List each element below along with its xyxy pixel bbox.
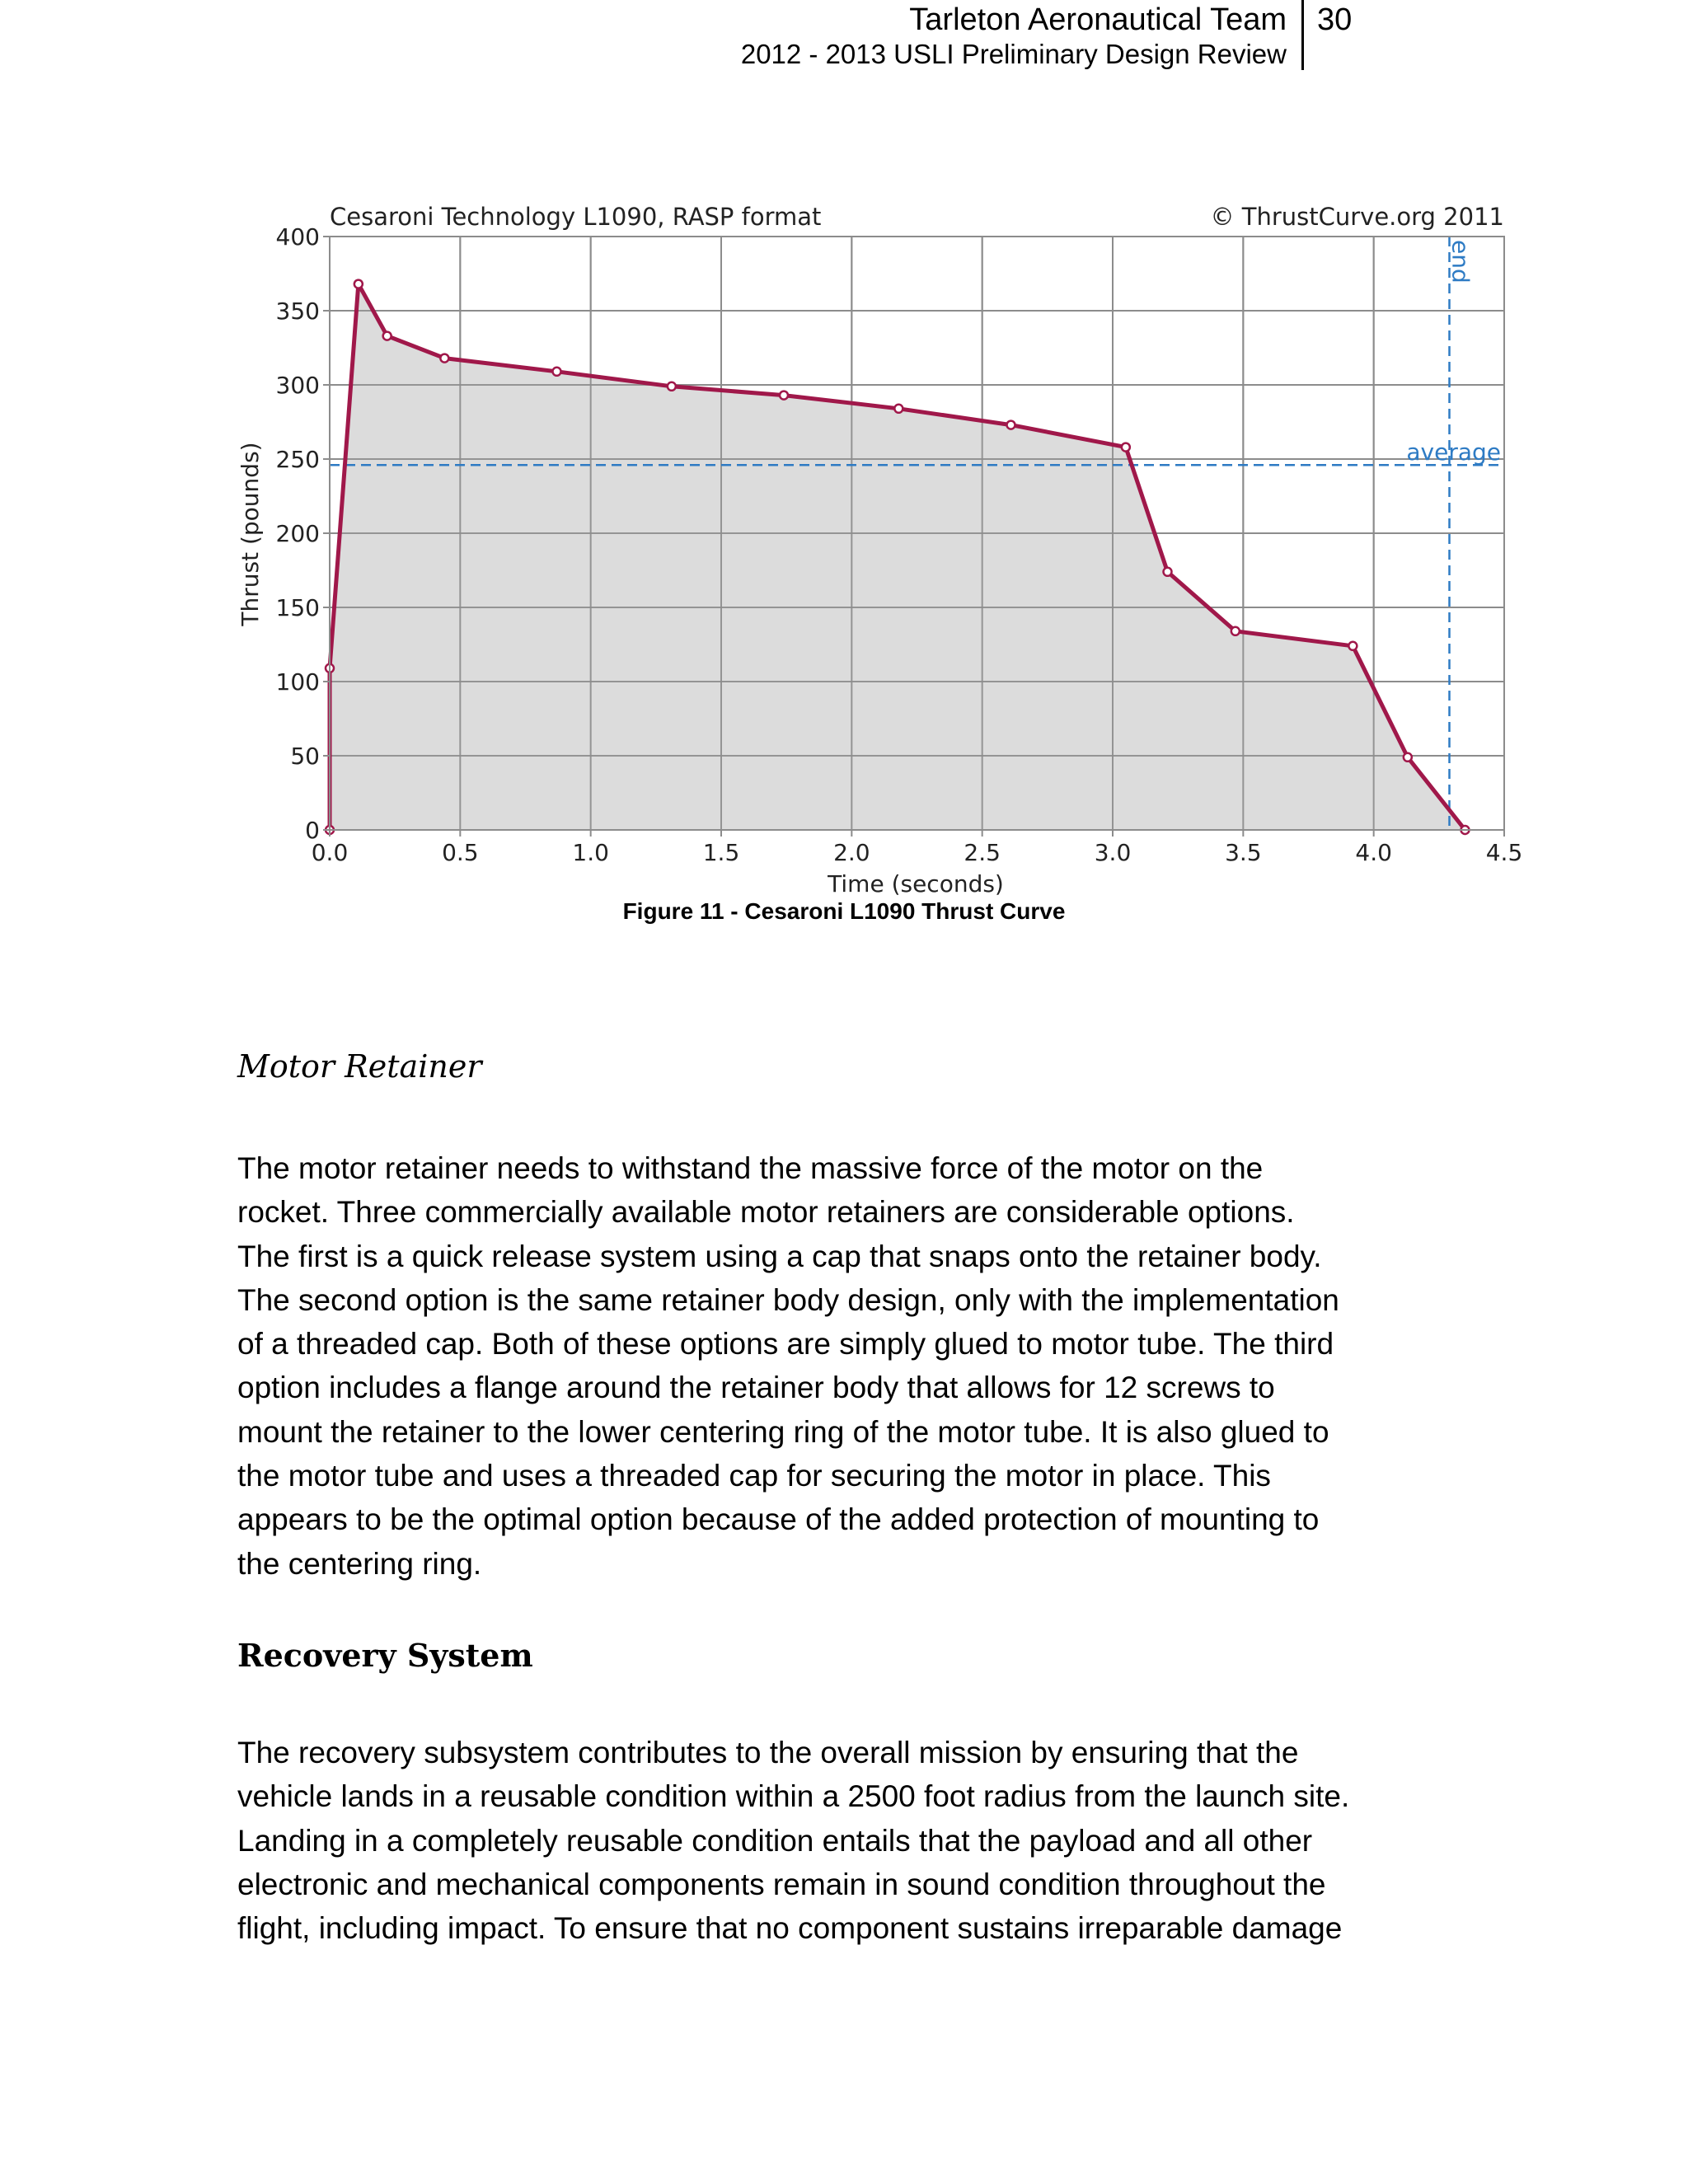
y-tick-label: 300	[275, 372, 320, 399]
average-label: average	[1406, 438, 1501, 466]
y-tick-label: 400	[275, 223, 320, 251]
thrust-data-point	[1164, 568, 1172, 576]
motor-retainer-line: the centering ring.	[237, 1546, 482, 1581]
motor-retainer-paragraph	[237, 1146, 1457, 1586]
motor-retainer-heading: Motor Retainer	[237, 1048, 482, 1085]
thrust-data-point	[553, 368, 561, 376]
x-tick-label: 2.5	[964, 839, 1001, 866]
motor-retainer-line: of a threaded cap. Both of these options are simply glued to motor tube. The third	[237, 1327, 1334, 1361]
x-tick-label: 2.0	[833, 839, 870, 866]
page-header	[742, 0, 1371, 70]
motor-retainer-line: rocket. Three commercially available motor retainers are considerable options.	[237, 1195, 1295, 1230]
y-tick-label: 50	[290, 743, 320, 770]
motor-retainer-line: mount the retainer to the lower centering ring of the motor tube. It is also glued to	[237, 1414, 1329, 1449]
page-number: 30	[1317, 2, 1353, 37]
thrust-curve-chart	[231, 198, 1533, 940]
recovery-system-paragraph	[237, 1731, 1457, 1950]
motor-retainer-line: The first is a quick release system using a cap that snaps onto the retainer body.	[237, 1239, 1322, 1273]
header-divider	[1301, 0, 1304, 70]
y-tick-label: 250	[275, 446, 320, 473]
recovery-system-line: Landing in a completely reusable condition entails that the payload and all other	[237, 1823, 1313, 1858]
chart-title: Cesaroni Technology L1090, RASP format	[330, 203, 822, 231]
x-tick-label: 0.5	[442, 839, 479, 866]
thrust-data-point	[1404, 753, 1412, 762]
x-tick-label: 1.0	[572, 839, 609, 866]
chart-y-axis-label: Thrust (pounds)	[237, 442, 264, 626]
y-tick-label: 200	[275, 520, 320, 547]
y-tick-label: 0	[305, 817, 320, 844]
thrust-data-point	[440, 354, 448, 363]
end-label: end	[1447, 240, 1475, 284]
header-subtitle: 2012 - 2013 USLI Preliminary Design Review	[740, 39, 1287, 69]
thrust-data-point	[1007, 421, 1015, 429]
x-tick-label: 1.5	[702, 839, 740, 866]
x-tick-label: 3.5	[1225, 839, 1262, 866]
motor-retainer-line: The motor retainer needs to withstand the massive force of the motor on the	[237, 1151, 1264, 1185]
x-tick-label: 4.0	[1355, 839, 1392, 866]
thrust-data-point	[780, 391, 788, 400]
recovery-system-line: The recovery subsystem contributes to the overall mission by ensuring that the	[237, 1736, 1299, 1769]
thrust-data-point	[1231, 627, 1240, 635]
thrust-data-point	[354, 280, 363, 288]
motor-retainer-line: The second option is the same retainer body design, only with the implementation	[237, 1282, 1339, 1317]
recovery-system-line: vehicle lands in a reusable condition within a 2500 foot radius from the launch site.	[237, 1779, 1350, 1814]
figure-caption: Figure 11 - Cesaroni L1090 Thrust Curve	[622, 898, 1066, 924]
motor-retainer-line: the motor tube and uses a threaded cap for securing the motor in place. This	[237, 1459, 1271, 1493]
x-tick-label: 3.0	[1094, 839, 1132, 866]
thrust-data-point	[1348, 642, 1357, 650]
x-tick-label: 0.0	[311, 839, 349, 866]
recovery-system-line: electronic and mechanical components remain in sound condition throughout the	[237, 1867, 1326, 1901]
motor-retainer-line: option includes a flange around the retainer body that allows for 12 screws to	[237, 1371, 1275, 1405]
y-tick-label: 150	[275, 594, 320, 621]
thrust-data-point	[1122, 443, 1130, 452]
header-team-name: Tarleton Aeronautical Team	[909, 2, 1287, 37]
thrust-data-point	[894, 405, 903, 413]
y-tick-label: 350	[275, 298, 320, 325]
chart-credit: © ThrustCurve.org 2011	[1210, 203, 1504, 231]
recovery-system-line: flight, including impact. To ensure that no component sustains irreparable damage	[237, 1911, 1343, 1946]
thrust-data-point	[668, 382, 676, 391]
y-tick-label: 100	[275, 668, 320, 696]
recovery-system-heading: Recovery System	[237, 1637, 533, 1674]
x-tick-label: 4.5	[1485, 839, 1523, 866]
chart-x-axis-label: Time (seconds)	[828, 870, 1004, 898]
thrust-data-point	[383, 332, 392, 340]
motor-retainer-line: appears to be the optimal option because of the added protection of mounting to	[237, 1502, 1320, 1537]
